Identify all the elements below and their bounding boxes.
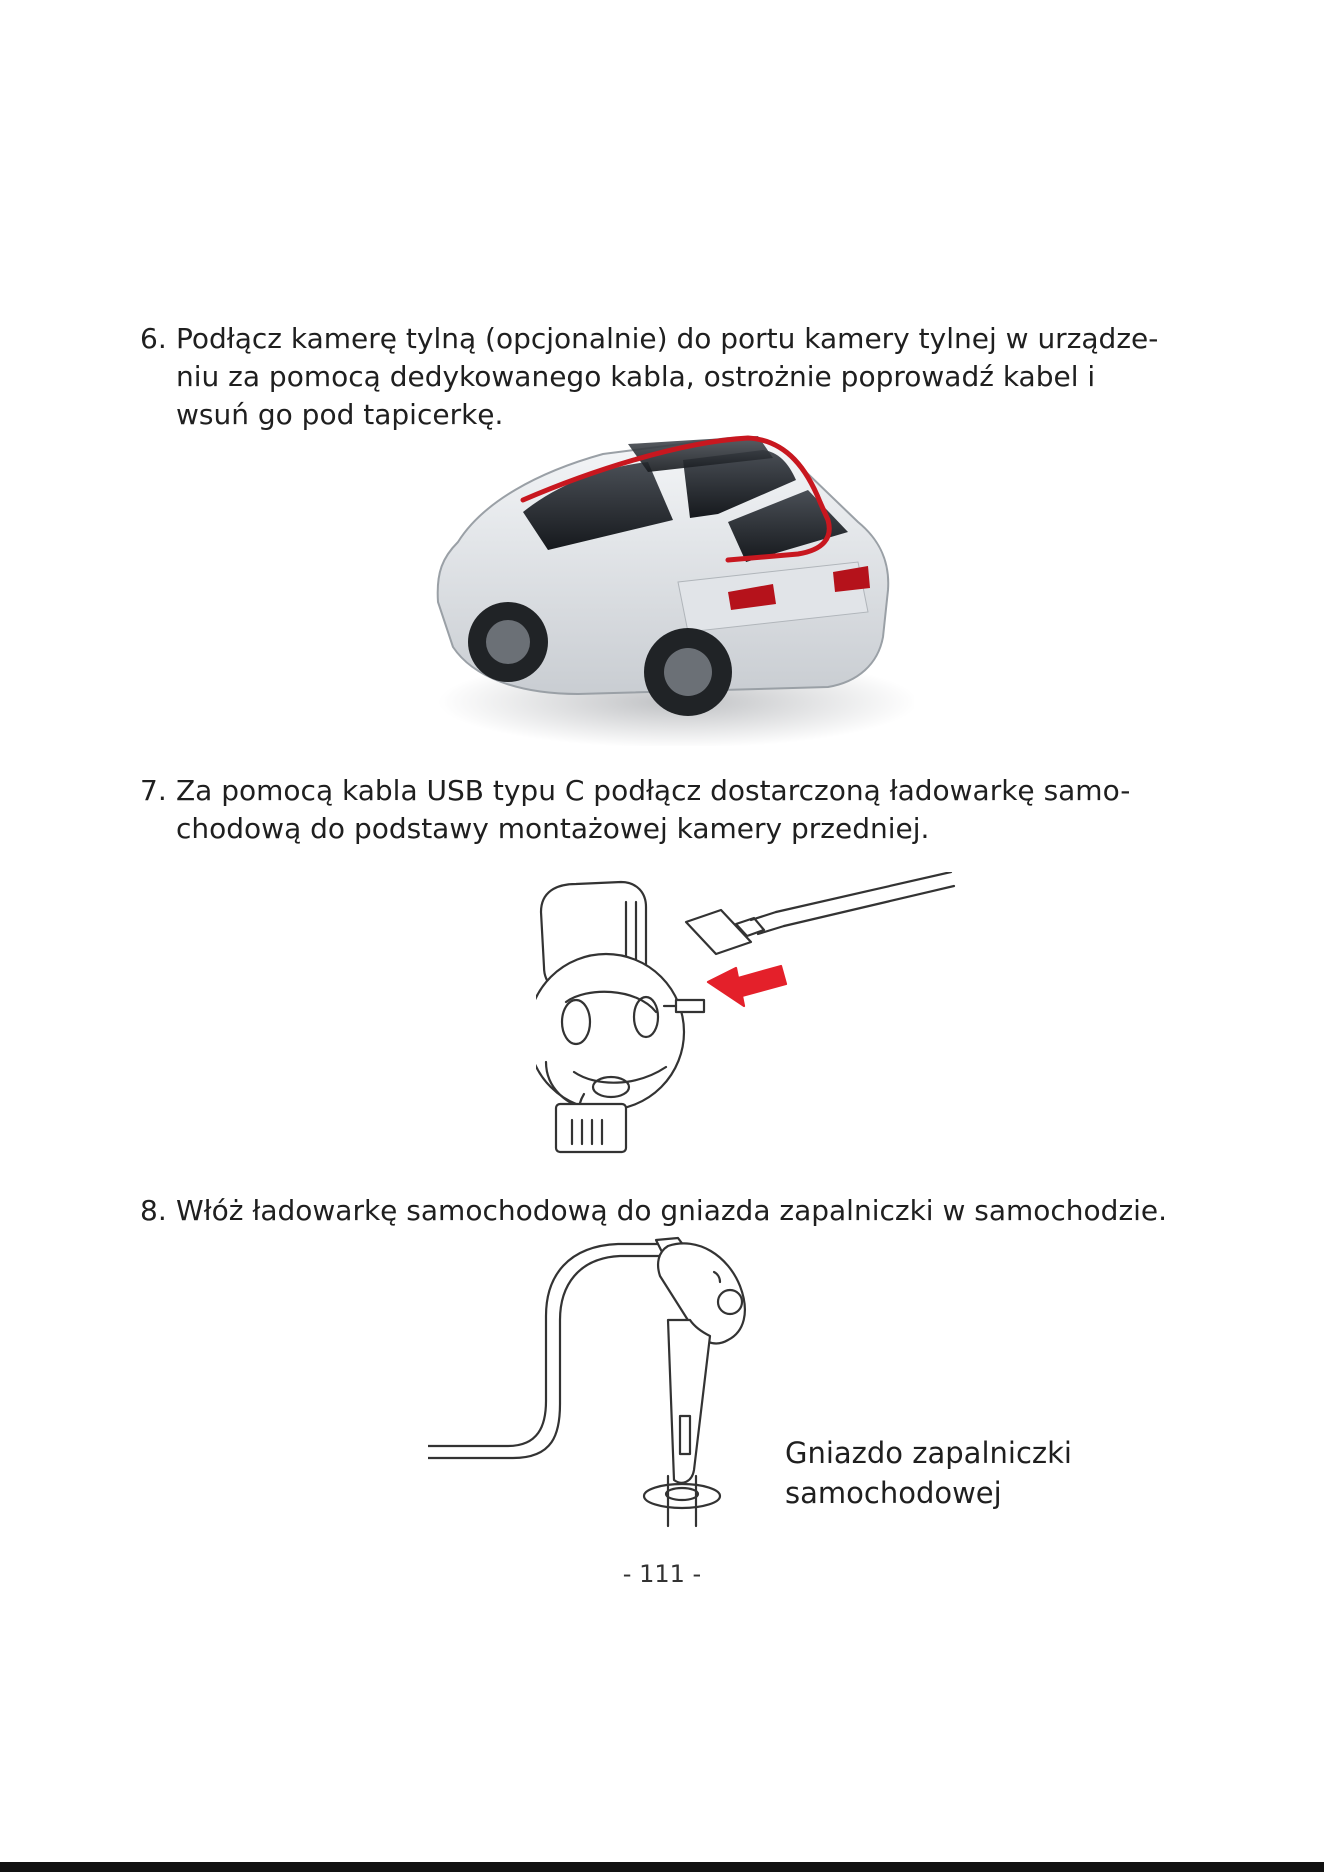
charger-body bbox=[668, 1320, 710, 1483]
step-6 bbox=[140, 320, 1250, 434]
socket-caption: Gniazdo zapalniczki samochodowej bbox=[785, 1436, 1072, 1510]
step-text: Włóż ładowarkę samochodową do gniazda zapalniczki w samochodzie. bbox=[176, 1194, 1168, 1227]
usb-c-port bbox=[676, 1000, 704, 1012]
step-text: Za pomocą kabla USB typu C podłącz dostarczoną ładowarkę samo- chodową do podstawy montażowej kamery przedniej. bbox=[176, 774, 1131, 845]
suction-base bbox=[536, 954, 684, 1110]
usb-c-plug bbox=[686, 910, 751, 954]
step-number: 8. bbox=[140, 1194, 167, 1227]
car-cable-route-figure bbox=[428, 432, 914, 746]
rear-rim bbox=[664, 648, 712, 696]
front-rim bbox=[486, 620, 530, 664]
charger-cable-inner bbox=[428, 1256, 660, 1458]
page-number: - 111 - bbox=[622, 1560, 702, 1588]
step-8 bbox=[140, 1192, 1250, 1230]
usb-cable bbox=[776, 872, 954, 926]
step-7 bbox=[140, 772, 1250, 848]
insert-arrow bbox=[708, 966, 786, 1006]
usb-c-mount-figure bbox=[536, 872, 956, 1164]
step-number: 6. bbox=[140, 322, 167, 355]
bottom-border bbox=[0, 1862, 1324, 1872]
step-number: 7. bbox=[140, 774, 167, 807]
car-charger-figure bbox=[428, 1236, 768, 1530]
step-text: Podłącz kamerę tylną (opcjonalnie) do portu kamery tylnej w urządze- niu za pomocą dedykowanego kabla, ostrożnie poprowadź kabel i wsuń go pod tapicerkę. bbox=[176, 322, 1159, 431]
charger-cable-outer bbox=[428, 1244, 658, 1446]
